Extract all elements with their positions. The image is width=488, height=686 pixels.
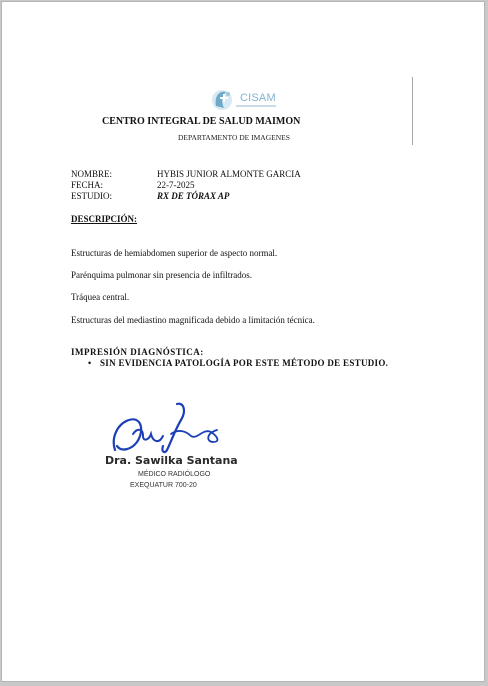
study-label: ESTUDIO: [71,191,112,201]
description-line: Estructuras del mediastino magnificada debido a limitación técnica. [71,315,315,325]
bullet-dot-icon: • [88,358,92,368]
date-value: 22-7-2025 [157,180,195,190]
department-title: DEPARTAMENTO DE IMAGENES [178,133,290,142]
institution-title: CENTRO INTEGRAL DE SALUD MAIMON [102,116,301,127]
logo-tagline-line [236,105,276,107]
description-line: Tráquea central. [71,292,130,302]
description-line: Estructuras de hemiabdomen superior de aspecto normal. [71,248,278,258]
description-line: Parénquima pulmonar sin presencia de infiltrados. [71,270,252,280]
margin-marker [412,77,413,145]
doctor-name: Dra. Sawilka Santana [105,454,238,467]
study-value: RX DE TÓRAX AP [157,191,230,201]
name-label: NOMBRE: [71,169,113,179]
document-page [1,1,485,682]
doctor-role: MÉDICO RADIÓLOGO [138,471,211,478]
date-label: FECHA: [71,180,104,190]
impression-heading: IMPRESIÓN DIAGNÓSTICA: [71,347,204,357]
description-heading: DESCRIPCIÓN: [71,214,138,224]
handwritten-signature [107,398,227,458]
name-value: HYBIS JUNIOR ALMONTE GARCIA [157,169,301,179]
impression-text: SIN EVIDENCIA PATOLOGÍA POR ESTE MÉTODO DE ESTUDIO. [100,358,389,368]
doctor-exequatur: EXEQUATUR 700-20 [130,482,197,489]
logo-text: CISAM [240,92,276,104]
